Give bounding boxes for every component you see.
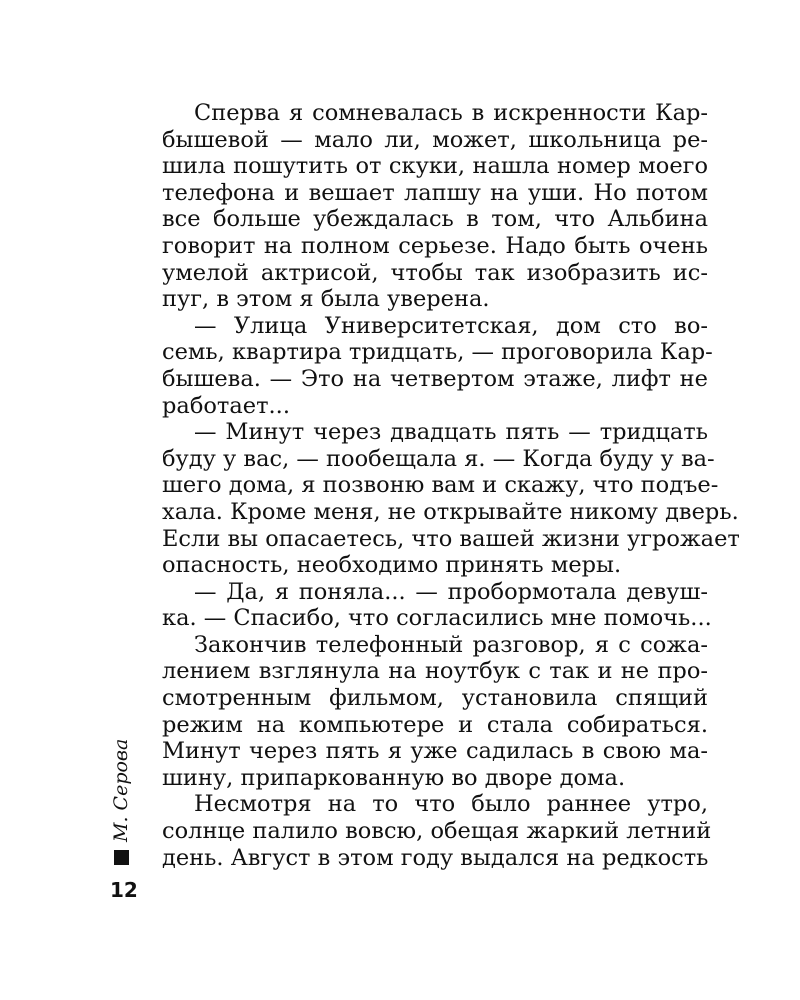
text-line: бышевой — мало ли, может, школьница ре- xyxy=(162,126,708,153)
text-line: все больше убеждалась в том, что Альбина xyxy=(162,206,708,233)
text-line: ка. — Спасибо, что согласились мне помочь... xyxy=(162,605,712,632)
text-line: телефона и вешает лапшу на уши. Но потом xyxy=(162,179,708,206)
text-line: бышева. — Это на четвертом этаже, лифт не xyxy=(162,365,708,392)
text-line: лением взглянула на ноутбук с так и не про- xyxy=(162,658,708,685)
text-line: работает... xyxy=(162,392,290,419)
text-line: шину, припаркованную во дворе дома. xyxy=(162,764,626,791)
text-line: день. Август в этом году выдался на редкость xyxy=(162,844,709,871)
text-line: Сперва я сомневалась в искренности Кар- xyxy=(194,100,708,126)
text-line: Закончив телефонный разговор, я с сожа- xyxy=(194,631,708,658)
text-line: — Да, я поняла... — пробормотала девуш- xyxy=(194,578,708,605)
text-line: шего дома, я позвоню вам и скажу, что подъе- xyxy=(162,472,719,499)
text-line: опасность, необходимо принять меры. xyxy=(162,552,622,579)
text-line: Если вы опасаетесь, что вашей жизни угрожает xyxy=(162,525,740,552)
text-line: шила пошутить от скуки, нашла номер моего xyxy=(162,153,708,180)
text-line: хала. Кроме меня, не открывайте никому дверь. xyxy=(162,498,739,525)
text-line: смотренным фильмом, установила спящий xyxy=(162,685,708,712)
text-line: — Улица Университетская, дом сто во- xyxy=(194,312,708,339)
text-line: — Минут через двадцать пять — тридцать xyxy=(194,419,708,446)
text-line: Минут через пять я уже садилась в свою ма- xyxy=(162,738,708,765)
text-line: пуг, в этом я была уверена. xyxy=(162,286,490,313)
text-line: говорит на полном серьезе. Надо быть очень xyxy=(162,232,708,259)
text-line: умелой актрисой, чтобы так изобразить ис- xyxy=(162,259,708,286)
text-line: буду у вас, — пообещала я. — Когда буду у ва- xyxy=(162,445,715,472)
text-line: режим на компьютере и стала собираться. xyxy=(162,711,708,738)
body-text xyxy=(162,100,740,871)
running-head-author: М. Серова xyxy=(110,738,132,842)
running-head-square-marker xyxy=(114,850,129,865)
text-line: Несмотря на то что было раннее утро, xyxy=(194,791,708,818)
page-number: 12 xyxy=(110,878,138,902)
text-line: солнце палило вовсю, обещая жаркий летний xyxy=(162,818,712,845)
text-line: семь, квартира тридцать, — проговорила Кар- xyxy=(162,339,713,366)
